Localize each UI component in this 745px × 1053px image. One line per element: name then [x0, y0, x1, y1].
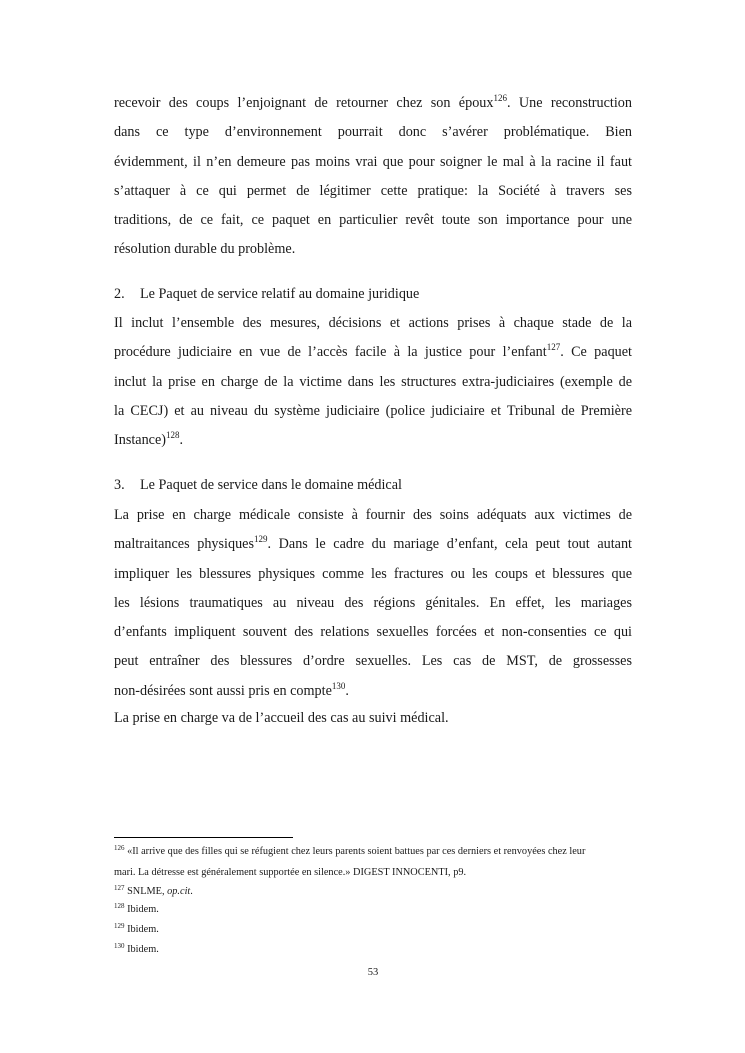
line: les lésions traumatiques au niveau des régions génitales. En effet, les mariages	[114, 594, 632, 611]
line	[114, 841, 632, 862]
footnote-separator	[114, 837, 293, 838]
footnote-ref[interactable]: 127	[546, 342, 561, 353]
line: impliquer les blessures physiques comme les fractures ou les coups et blessures que	[114, 565, 632, 582]
text: . Une reconstruction	[506, 95, 632, 111]
footnote-ref[interactable]: 128	[166, 430, 180, 441]
footnote-129	[114, 919, 632, 940]
document-page	[114, 0, 632, 1053]
line: Il inclut l’ensemble des mesures, décisions et actions prises à chaque stade de la	[114, 315, 632, 331]
section-number: 3.	[114, 477, 125, 493]
text: Ibidem.	[124, 904, 159, 915]
footnote-number: 130	[114, 942, 125, 950]
footnote-number: 127	[114, 884, 125, 892]
text: Ibidem.	[124, 924, 159, 935]
line: inclut la prise en charge de la victime dans les structures extra-judiciaires (exemple de	[114, 373, 632, 390]
paragraph-3	[114, 501, 632, 706]
section-number: 2.	[114, 286, 125, 302]
line: traditions, de ce fait, ce paquet en particulier revêt toute son importance pour une	[114, 212, 632, 229]
text: Instance)	[114, 432, 166, 449]
line	[114, 426, 632, 455]
text: . Dans le cadre du mariage d’enfant, cela peut tout autant	[267, 536, 632, 553]
paragraph-1	[114, 89, 632, 265]
section-title: Le Paquet de service relatif au domaine juridique	[140, 286, 420, 302]
text: maltraitances physiques	[114, 536, 254, 553]
footnote-128	[114, 899, 632, 920]
line: la CECJ) et au niveau du système judiciaire (police judiciaire et Tribunal de Première	[114, 402, 632, 419]
section-heading-3	[114, 471, 632, 500]
footnote-130	[114, 939, 632, 960]
section-heading-2	[114, 280, 632, 309]
line: peut entraîner des blessures d’ordre sexuelles. Les cas de MST, de grossesses	[114, 653, 632, 670]
line: mari. La détresse est généralement supportée en silence.» DIGEST INNOCENTI, p9.	[114, 867, 467, 878]
page-number: 53	[367, 967, 379, 978]
footnote-number: 129	[114, 922, 125, 930]
text: . Ce paquet	[560, 344, 632, 361]
footnote-ref[interactable]: 126	[493, 93, 507, 103]
footnote-ref[interactable]: 129	[254, 534, 268, 545]
line	[114, 89, 632, 118]
italic-text: op.cit	[167, 886, 191, 897]
text: Ibidem.	[124, 944, 159, 955]
text: recevoir des coups l’enjoignant de retourner chez son époux	[114, 95, 494, 111]
line: La prise en charge médicale consiste à fournir des soins adéquats aux victimes de	[114, 507, 632, 523]
line: d’enfants impliquent souvent des relations sexuelles forcées et non-consenties ce qui	[114, 624, 632, 641]
text: .	[190, 886, 193, 897]
text: procédure judiciaire en vue de l’accès facile à la justice pour l’enfant	[114, 344, 547, 361]
footnote-126	[114, 841, 632, 883]
text: SNLME,	[124, 886, 168, 897]
line: évidemment, il n’en demeure pas moins vrai que pour soigner le mal à la racine il faut	[114, 153, 632, 170]
text: non-désirées sont aussi pris en compte	[114, 682, 332, 699]
line	[114, 530, 632, 559]
footnote-number: 126	[114, 844, 125, 852]
line: s’attaquer à ce qui permet de légitimer cette pratique: la Société à travers ses	[114, 182, 632, 199]
line: dans ce type d’environnement pourrait donc s’avérer problématique. Bien	[114, 124, 632, 141]
text: «Il arrive que des filles qui se réfugient chez leurs parents soient battues par ces derniers et renvoyées chez leur	[124, 846, 586, 857]
line	[114, 677, 632, 706]
line: résolution durable du problème.	[114, 241, 296, 258]
footnote-number: 128	[114, 902, 125, 910]
footnote-ref[interactable]: 130	[331, 680, 346, 691]
text: .	[345, 682, 349, 699]
text: .	[179, 432, 184, 449]
section-title: Le Paquet de service dans le domaine médical	[140, 477, 402, 493]
paragraph-2	[114, 309, 632, 455]
paragraph-4: La prise en charge va de l’accueil des cas au suivi médical.	[114, 710, 449, 726]
line	[114, 338, 632, 367]
